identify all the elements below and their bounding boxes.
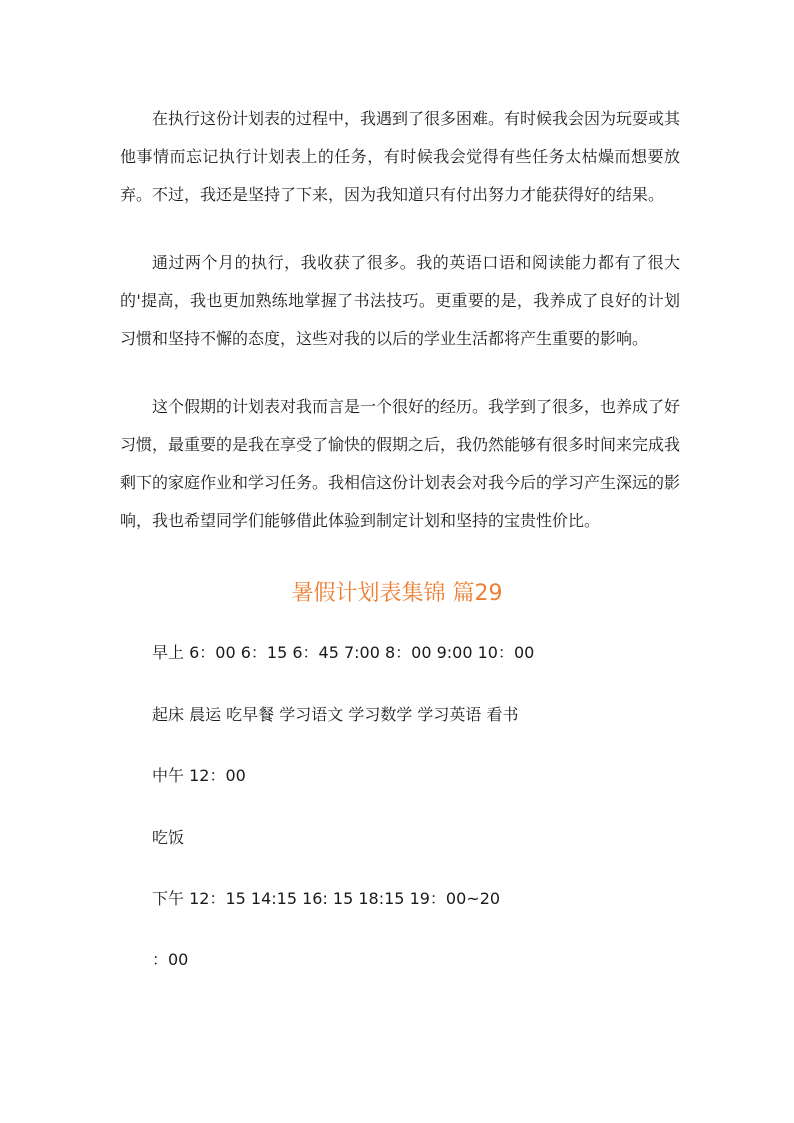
schedule-noon-time: 中午 12：00: [152, 766, 246, 785]
schedule-afternoon-times: 下午 12：15 14:15 16: 15 18:15 19：00~20: [152, 889, 501, 908]
schedule-noon-activity: 吃饭: [152, 828, 185, 847]
paragraph-conclusion: 这个假期的计划表对我而言是一个很好的经历。我学到了很多，也养成了好习惯，最重要的是我在享受了愉快的假期之后，我仍然能够有很多时间来完成我剩下的家庭作业和学习任务。我相信这份计划表会对我今后的学习产生深远的影响，我也希望同学们能够借此体验到制定计划和坚持的宝贵性价比。: [120, 397, 681, 530]
paragraph-gains: 通过两个月的执行，我收获了很多。我的英语口语和阅读能力都有了很大的'提高，我也更加熟练地掌握了书法技巧。更重要的是，我养成了良好的计划习惯和坚持不懈的态度，这些对我的以后的学业生活都将产生重要的影响。: [120, 253, 680, 348]
paragraph-difficulties: 在执行这份计划表的过程中，我遇到了很多困难。有时候我会因为玩耍或其他事情而忘记执行计划表上的任务，有时候我会觉得有些任务太枯燥而想要放弃。不过，我还是坚持了下来，因为我知道只有付出努力才能获得好的结果。: [120, 109, 681, 204]
schedule-afternoon-times-continued: ：00: [152, 950, 189, 969]
schedule-morning-activities: 起床 晨运 吃早餐 学习语文 学习数学 学习英语 看书: [152, 705, 519, 724]
section-heading: 暑假计划表集锦 篇29: [291, 581, 503, 606]
schedule-morning-times: 早上 6：00 6：15 6：45 7:00 8：00 9:00 10：00: [152, 643, 535, 662]
